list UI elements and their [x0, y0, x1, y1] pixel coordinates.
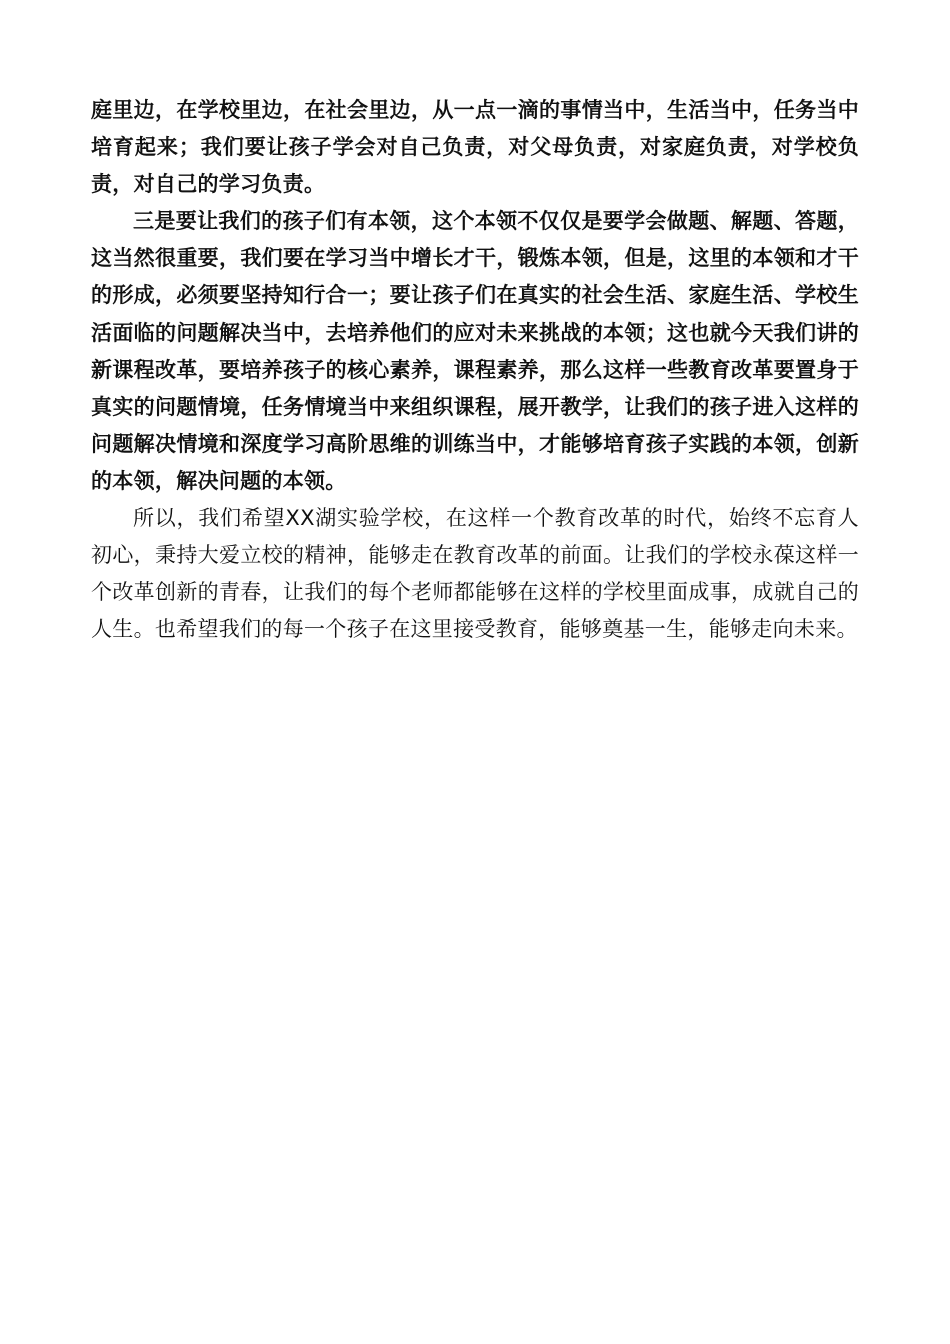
document-body — [91, 92, 859, 648]
paragraph-continuation: 庭里边，在学校里边，在社会里边，从一点一滴的事情当中，生活当中，任务当中培育起来；我们要让孩子学会对自己负责，对父母负责，对家庭负责，对学校负责，对自己的学习负责。 — [91, 98, 859, 197]
paragraph-closing: 所以，我们希望XX湖实验学校，在这样一个教育改革的时代，始终不忘育人初心，秉持大爱立校的精神，能够走在教育改革的前面。让我们的学校永葆这样一个改革创新的青春，让我们的每个老师都能够在这样的学校里面成事，成就自己的人生。也希望我们的每一个孩子在这里接受教育，能够奠基一生，能够走向未来。 — [91, 506, 859, 642]
paragraph-third-point: 三是要让我们的孩子们有本领，这个本领不仅仅是要学会做题、解题、答题，这当然很重要，我们要在学习当中增长才干，锻炼本领，但是，这里的本领和才干的形成，必须要坚持知行合一；要让孩子们在真实的社会生活、家庭生活、学校生活面临的问题解决当中，去培养他们的应对未来挑战的本领；这也就今天我们讲的新课程改革，要培养孩子的核心素养，课程素养，那么这样一些教育改革要置身于真实的问题情境，任务情境当中来组织课程，展开教学，让我们的孩子进入这样的问题解决情境和深度学习高阶思维的训练当中，才能够培育孩子实践的本领，创新的本领，解决问题的本领。 — [91, 209, 859, 493]
